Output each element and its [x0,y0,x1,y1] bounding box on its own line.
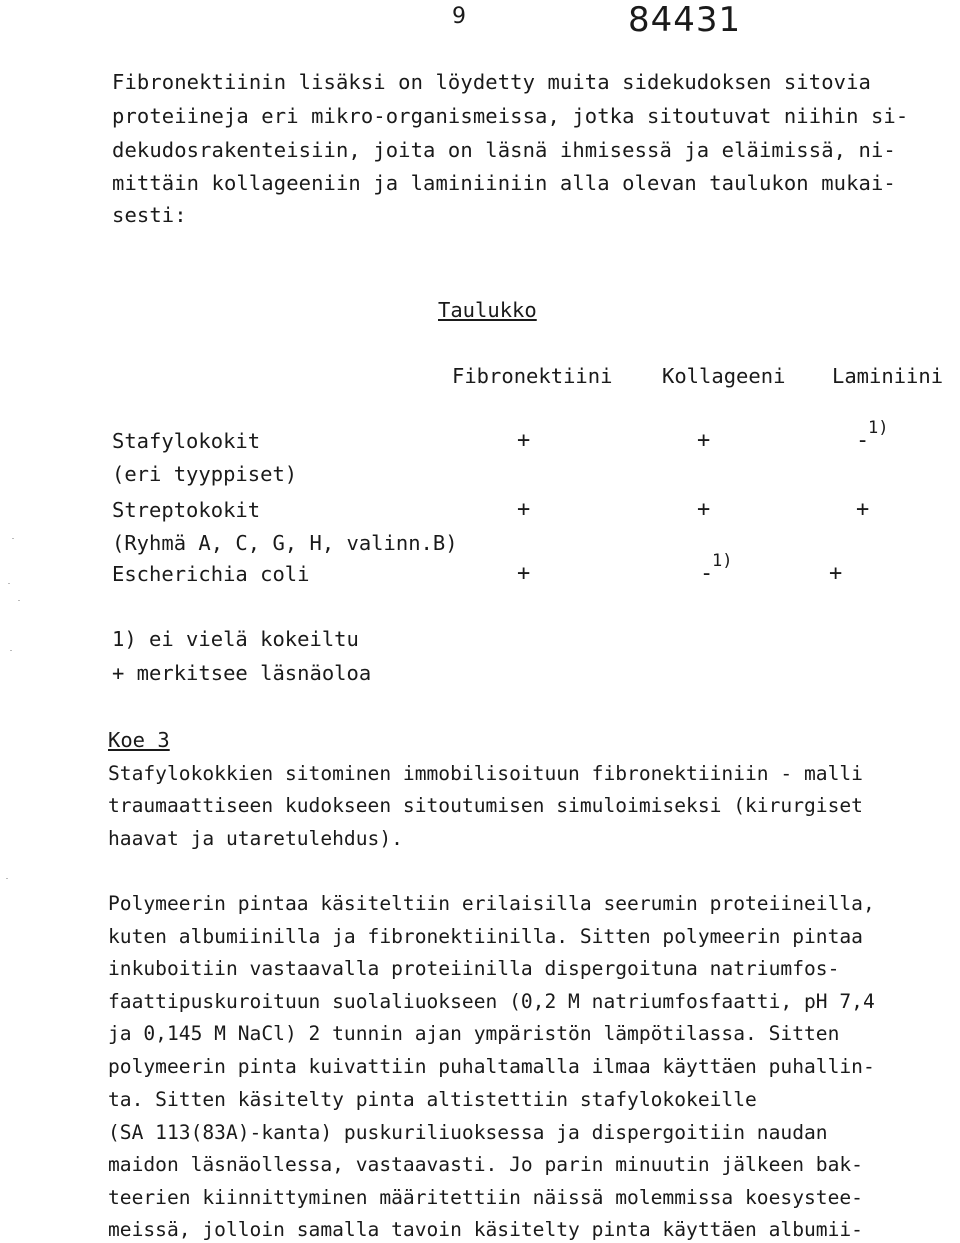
scan-speck [10,650,12,651]
body-line: kuten albumiinilla ja fibronektiinilla. Sitten polymeerin pintaa [108,925,863,948]
scan-speck [6,878,8,879]
intro-line: proteiineja eri mikro-organismeissa, jotka sitoutuvat niihin si- [112,104,909,128]
intro-line: mittäin kollageeniin ja laminiiniin alla olevan taulukon mukai- [112,171,896,195]
page-number: 9 [452,4,466,29]
body-line: ta. Sitten käsitelty pinta altistettiin stafylokokeille [108,1088,757,1111]
section-description-line: traumaattiseen kudokseen sitoutumisen simuloimiseksi (kirurgiset [108,794,863,817]
footnote-ref: 1) [868,418,889,438]
footnote: + merkitsee läsnäoloa [112,661,372,685]
body-line: ja 0,145 M NaCl) 2 tunnin ajan ympäristön lämpötilassa. Sitten [108,1022,840,1045]
body-line: inkuboitiin vastaavalla proteiinilla dispergoituna natriumfos- [108,957,840,980]
cell-stafylokokit-fibronektiini: + [517,428,531,453]
body-line: Polymeerin pintaa käsiteltiin erilaisilla seerumin proteiineilla, [108,892,875,915]
body-line: (SA 113(83A)-kanta) puskuriliuoksessa ja dispergoitiin naudan [108,1121,828,1144]
table-title: Taulukko [438,298,537,322]
cell-escherichia-coli-kollageeni: - [700,561,714,586]
intro-line: Fibronektiinin lisäksi on löydetty muita sidekudoksen sitovia [112,70,871,94]
body-line: teerien kiinnittyminen määritettiin näissä molemmissa koesystee- [108,1186,863,1209]
body-line: meissä, jolloin samalla tavoin käsitelty pinta käyttäen albumii- [108,1218,863,1241]
cell-streptokokit-fibronektiini: + [517,497,531,522]
body-line: faattipuskuroituun suolaliuokseen (0,2 M natriumfosfaatti, pH 7,4 [108,990,875,1013]
footnote: 1) ei vielä kokeiltu [112,627,359,651]
cell-stafylokokit-laminiini: - [856,428,870,453]
cell-escherichia-coli-fibronektiini: + [517,561,531,586]
scan-speck [12,538,14,539]
footnote-ref: 1) [712,551,733,571]
section-heading: Koe 3 [108,728,170,752]
cell-stafylokokit-kollageeni: + [697,428,711,453]
row-sublabel-streptokokit: (Ryhmä A, C, G, H, valinn.B) [112,531,458,555]
intro-line: sesti: [112,203,187,227]
cell-streptokokit-laminiini: + [856,497,870,522]
section-description-line: Stafylokokkien sitominen immobilisoituun fibronektiiniin - malli [108,762,863,785]
document-number: 84431 [628,0,742,40]
intro-paragraph [112,70,909,227]
scan-speck [18,600,20,601]
row-label-escherichia-coli: Escherichia coli [112,562,310,586]
cell-streptokokit-kollageeni: + [697,497,711,522]
row-sublabel-stafylokokit: (eri tyyppiset) [112,462,298,486]
cell-escherichia-coli-laminiini: + [829,561,843,586]
row-label-streptokokit: Streptokokit [112,498,261,522]
scan-speck [8,583,10,584]
section-description-line: haavat ja utaretulehdus). [108,827,403,850]
intro-line: dekudosrakenteisiin, joita on läsnä ihmisessä ja eläimissä, ni- [112,138,896,162]
column-header-laminiini: Laminiini [832,364,944,388]
column-header-kollageeni: Kollageeni [662,364,786,388]
body-line: polymeerin pinta kuivattiin puhaltamalla ilmaa käyttäen puhallin- [108,1055,875,1078]
body-line: maidon läsnäollessa, vastaavasti. Jo parin minuutin jälkeen bak- [108,1153,863,1176]
row-label-stafylokokit: Stafylokokit [112,429,261,453]
column-header-fibronektiini: Fibronektiini [452,364,613,388]
